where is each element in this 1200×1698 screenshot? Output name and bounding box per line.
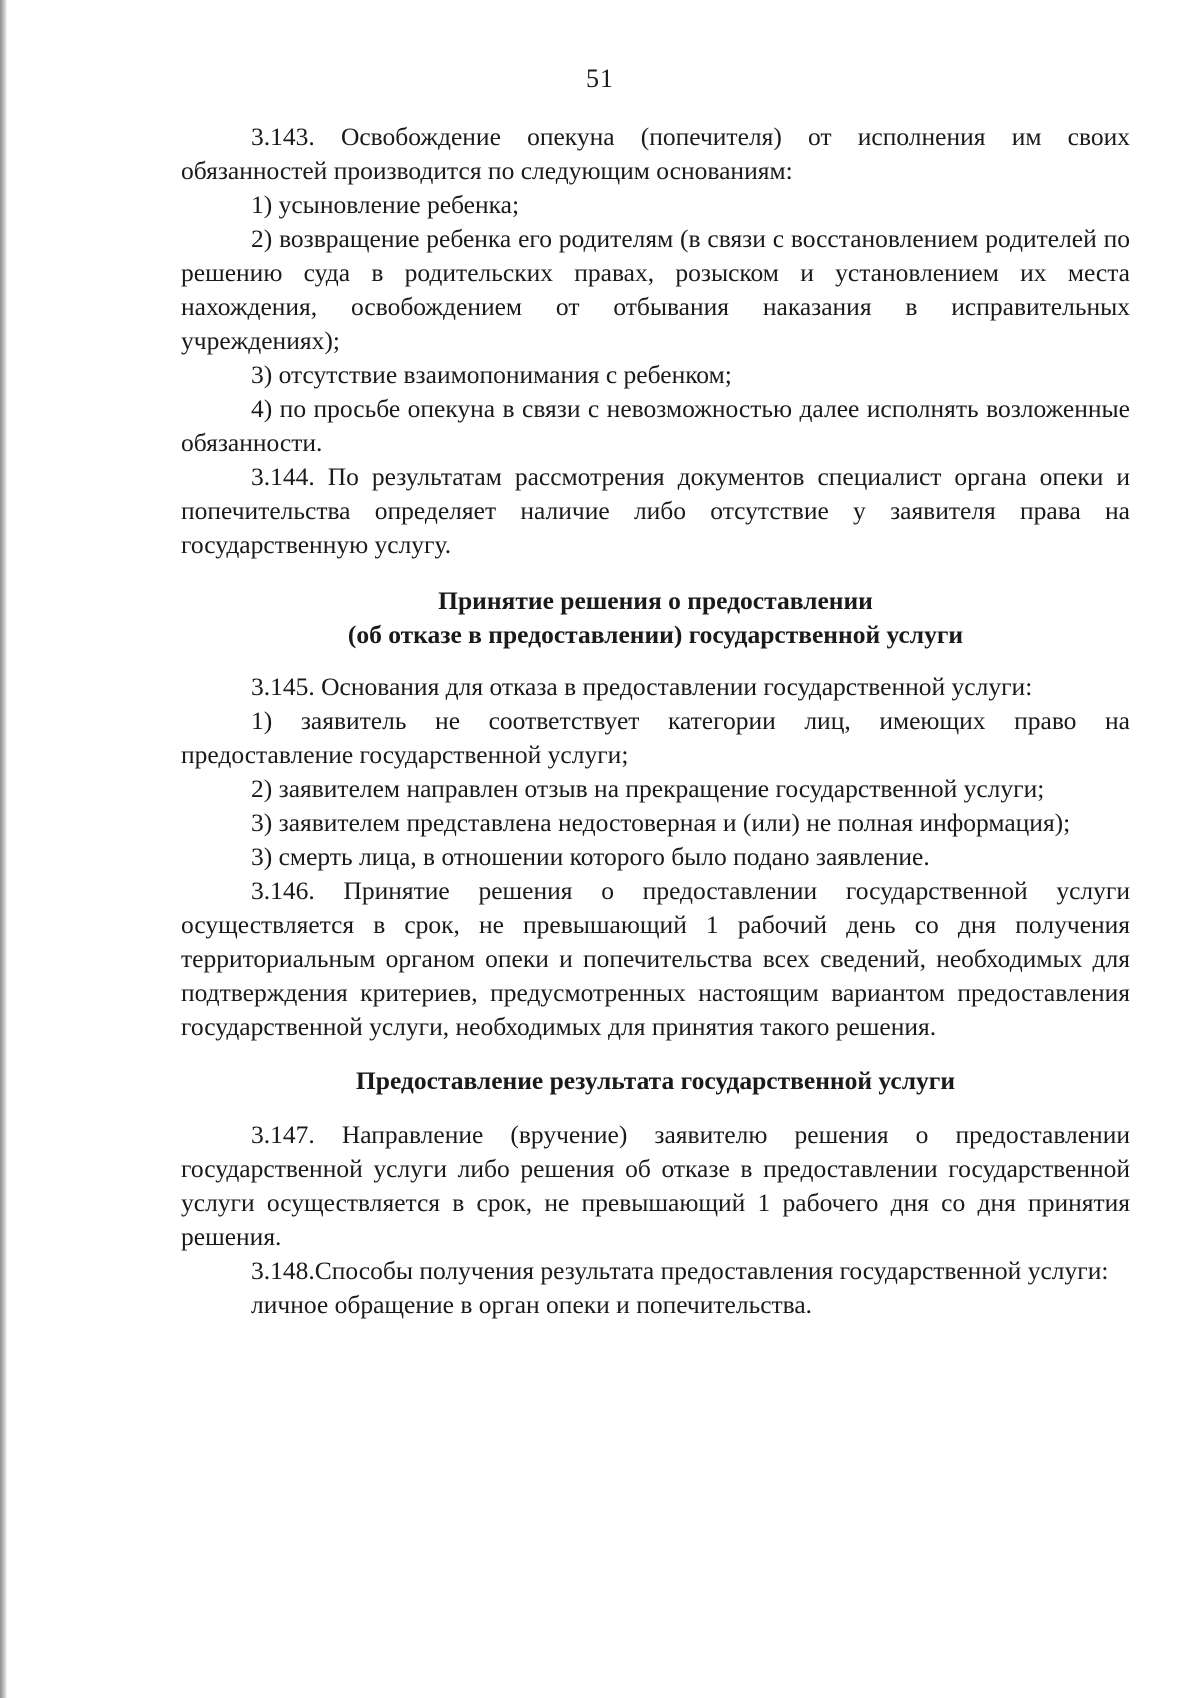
paragraph-3-146: 3.146. Принятие решения о предоставлении государственной услуги осуществляется в срок, не превышающий 1 рабочий день со дня получения территориальным органом опеки и попечительства всех сведений, необходимых для подтверждения критериев, предусмотренных настоящим вариантом предоставления государственной услуги, необходимых для принятия такого решения. — [181, 876, 1130, 1041]
list-item-adoption: 1) усыновление ребенка; — [251, 190, 520, 219]
list-item-withdrawal: 2) заявителем направлен отзыв на прекращение государственной услуги; — [251, 774, 1045, 803]
list-item-return-to-parents: 2) возвращение ребенка его родителям (в связи с восстановлением родителей по решению суда в родительских правах, розыском и установлением их места нахождения, освобождением от отбывания наказания в исправительных учреждениях); — [181, 224, 1130, 355]
list-item-personal-visit: личное обращение в орган опеки и попечительства. — [251, 1290, 813, 1319]
list-item-no-understanding: 3) отсутствие взаимопонимания с ребенком; — [251, 360, 732, 389]
document-body — [181, 120, 1130, 1322]
scan-edge — [0, 0, 7, 1698]
page-number: 51 — [586, 64, 614, 93]
list-item-death: 3) смерть лица, в отношении которого было подано заявление. — [251, 842, 930, 871]
section-heading-decision-line2: (об отказе в предоставлении) государственной услуги — [347, 620, 964, 649]
list-item-false-information: 3) заявителем представлена недостоверная и (или) не полная информация); — [251, 808, 1071, 837]
section-heading-decision-line1: Принятие решения о предоставлении — [438, 586, 873, 615]
section-heading-result — [181, 1064, 1130, 1098]
list-item-guardian-request: 4) по просьбе опекуна в связи с невозможностью далее исполнять возложенные обязанности. — [181, 394, 1130, 457]
paragraph-3-144: 3.144. По результатам рассмотрения документов специалист органа опеки и попечительства определяет наличие либо отсутствие у заявителя права на государственную услугу. — [181, 462, 1130, 559]
paragraph-3-148: 3.148.Способы получения результата предоставления государственной услуги: — [251, 1256, 1109, 1285]
paragraph-3-143: 3.143. Освобождение опекуна (попечителя) от исполнения им своих обязанностей производится по следующим основаниям: — [181, 122, 1130, 185]
paragraph-3-147: 3.147. Направление (вручение) заявителю решения о предоставлении государственной услуги либо решения об отказе в предоставлении государственной услуги осуществляется в срок, не превышающий 1 рабочего дня со дня принятия решения. — [181, 1120, 1130, 1251]
section-heading-result-line1: Предоставление результата государственной услуги — [355, 1066, 956, 1095]
list-item-category-mismatch: 1) заявитель не соответствует категории лиц, имеющих право на предоставление государственной услуги; — [181, 706, 1130, 769]
section-heading-decision — [181, 584, 1130, 652]
paragraph-3-145: 3.145. Основания для отказа в предоставлении государственной услуги: — [251, 672, 1033, 701]
